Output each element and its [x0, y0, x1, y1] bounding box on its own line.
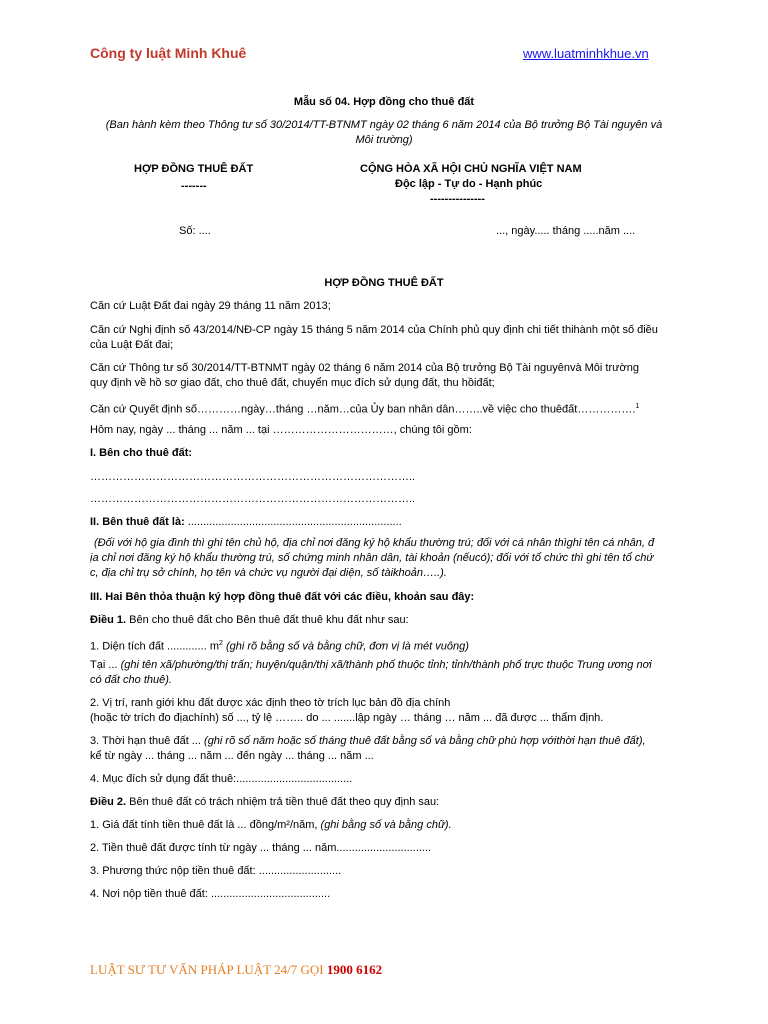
clause-2-line1: 2. Vị trí, ranh giới khu đất được xác định theo tờ trích lục bản đồ địa chính	[90, 697, 451, 709]
section-2-dots: ......................................................................	[184, 516, 402, 528]
left-dashes: -------	[181, 180, 207, 192]
lessee-note-line1: (Đối với hộ gia đình thì ghi tên chủ hộ, địa chỉ nơi đăng ký hộ khẩu thường trú; đối với cá nhân thìghi tên cá nhân, đ	[94, 537, 655, 549]
article-1-text: Bên cho thuê đất cho Bên thuê đất thuê khu đất như sau:	[126, 614, 409, 626]
article-1-clause-3	[90, 734, 680, 764]
article-1	[90, 613, 680, 628]
issued-note-line1: (Ban hành kèm theo Thông tư số 30/2014/TT-BTNMT ngày 02 tháng 6 năm 2014 của Bộ trưởng Bộ Tài nguyên và	[105, 119, 663, 131]
hotline-number[interactable]: 1900 6162	[326, 962, 383, 977]
location-note-line2: có đất cho thuê).	[90, 674, 172, 686]
section-2-heading	[90, 515, 680, 530]
today-line: Hôm nay, ngày ... tháng ... năm ... tại ……………………………, chúng tôi gồm:	[90, 424, 472, 436]
price-note: (ghi bằng số và bằng chữ).	[320, 819, 452, 831]
article-1-label: Điều 1.	[90, 614, 127, 626]
basis-2	[90, 323, 680, 353]
form-title: Mẫu số 04. Hợp đồng cho thuê đất	[293, 96, 475, 108]
national-heading: CỘNG HÒA XÃ HỘI CHỦ NGHĨA VIỆT NAM	[360, 163, 582, 175]
motto-dashes: ---------------	[430, 193, 485, 205]
number-line: Số: ....	[179, 225, 211, 237]
basis-4	[90, 399, 680, 418]
area-text: 1. Diện tích đất ............. m	[90, 640, 219, 653]
basis-4-text: Căn cứ Quyết định số…………ngày…tháng …năm…của Ủy ban nhân dân……..về việc cho thuêđất…………….	[90, 403, 636, 416]
basis-3-line2: quy định về hồ sơ giao đất, cho thuê đất, chuyển mục đích sử dụng đất, thu hồiđất;	[90, 377, 495, 389]
contract-title: HỢP ĐỒNG THUÊ ĐẤT	[324, 277, 444, 289]
article-1-clause-1	[90, 636, 680, 655]
footer-text: LUẬT SƯ TƯ VẤN PHÁP LUẬT 24/7 GỌI	[90, 962, 327, 977]
article-2-text: Bên thuê đất có trách nhiệm trả tiền thuê đất theo quy định sau:	[126, 796, 440, 808]
company-name: Công ty luật Minh Khuê	[90, 45, 247, 61]
area-unit-sup: 2	[219, 640, 223, 647]
article-2-clause-1	[90, 818, 680, 833]
national-motto: Độc lập - Tự do - Hạnh phúc	[395, 178, 543, 190]
location-note-line1: (ghi tên xã/phường/thị trấn; huyện/quận/thị xã/thành phố thuộc tỉnh; tỉnh/thành phố trực thuộc Trung ương nơi	[120, 659, 652, 671]
section-1-heading: I. Bên cho thuê đất:	[90, 447, 193, 459]
left-heading: HỢP ĐỒNG THUÊ ĐẤT	[134, 163, 254, 175]
term-note: (ghi rõ số năm hoặc số tháng thuê đất bằng số và bằng chữ phù hợp vớithời hạn thuê đất),	[204, 735, 646, 747]
price-text: 1. Giá đất tính tiền thuê đất là ... đồng/m²/năm,	[90, 819, 321, 831]
term-dates: kể từ ngày ... tháng ... năm ... đến ngày ... tháng ... năm ...	[90, 750, 374, 762]
section-3-heading: III. Hai Bên thỏa thuận ký hợp đồng thuê đất với các điều, khoản sau đây:	[90, 591, 475, 603]
basis-3	[90, 361, 680, 391]
basis-3-line1: Căn cứ Thông tư số 30/2014/TT-BTNMT ngày 02 tháng 6 năm 2014 của Bộ trưởng Bộ Tài nguyênvà Môi trường	[90, 362, 639, 374]
article-2-label: Điều 2.	[90, 796, 127, 808]
date-line: ..., ngày..... tháng .....năm ....	[496, 225, 636, 237]
basis-2-line2: của Luật Đất đai;	[90, 339, 174, 351]
article-1-clause-4: 4. Mục đích sử dụng đất thuê:......................................	[90, 773, 353, 785]
website-link[interactable]: www.luatminhkhue.vn	[523, 46, 649, 61]
footer-banner	[90, 962, 382, 978]
article-2-clause-3: 3. Phương thức nộp tiền thuê đất: ...........................	[90, 865, 342, 877]
article-1-clause-2	[90, 696, 680, 726]
article-1-location	[90, 658, 680, 688]
article-2-clause-2: 2. Tiền thuê đất được tính từ ngày ... tháng ... năm...............................	[90, 842, 432, 854]
clause-2-line2: (hoặc tờ trích đo địachính) số ..., tỷ lệ …….. do ... .......lập ngày … tháng … năm ... đã được ... thẩm định.	[90, 712, 604, 724]
lessor-dots-2: ……………………………………………………………………………..	[90, 493, 416, 505]
lessee-note-line3: c, địa chỉ trụ sở chính, họ tên và chức vụ người đại diện, số tàikhoản…..).	[90, 567, 447, 579]
location-prefix: Tại ...	[90, 659, 121, 671]
lessee-note-line2: ịa chỉ nơi đăng ký hộ khẩu thường trú, số chứng minh nhân dân, tài khoản (nếucó); đối với tổ chức thì ghi tên tổ chứ	[90, 552, 654, 564]
footnote-ref: 1	[635, 403, 640, 410]
section-2-label: II. Bên thuê đất là:	[90, 516, 185, 528]
term-prefix: 3. Thời hạn thuê đất ...	[90, 735, 205, 747]
issued-note-line2: Môi trường)	[355, 134, 413, 146]
lessee-note	[90, 536, 680, 581]
area-note: (ghi rõ bằng số và bằng chữ, đơn vị là mét vuông)	[222, 640, 469, 653]
article-2	[90, 795, 680, 810]
lessor-dots-1: ……………………………………………………………………………..	[90, 471, 416, 483]
basis-1: Căn cứ Luật Đất đai ngày 29 tháng 11 năm 2013;	[90, 300, 331, 312]
article-2-clause-4: 4. Nơi nộp tiền thuê đất: .......................................	[90, 888, 331, 900]
basis-2-line1: Căn cứ Nghị định số 43/2014/NĐ-CP ngày 15 tháng 5 năm 2014 của Chính phủ quy định chi tiết thihành một số điều	[90, 324, 658, 336]
